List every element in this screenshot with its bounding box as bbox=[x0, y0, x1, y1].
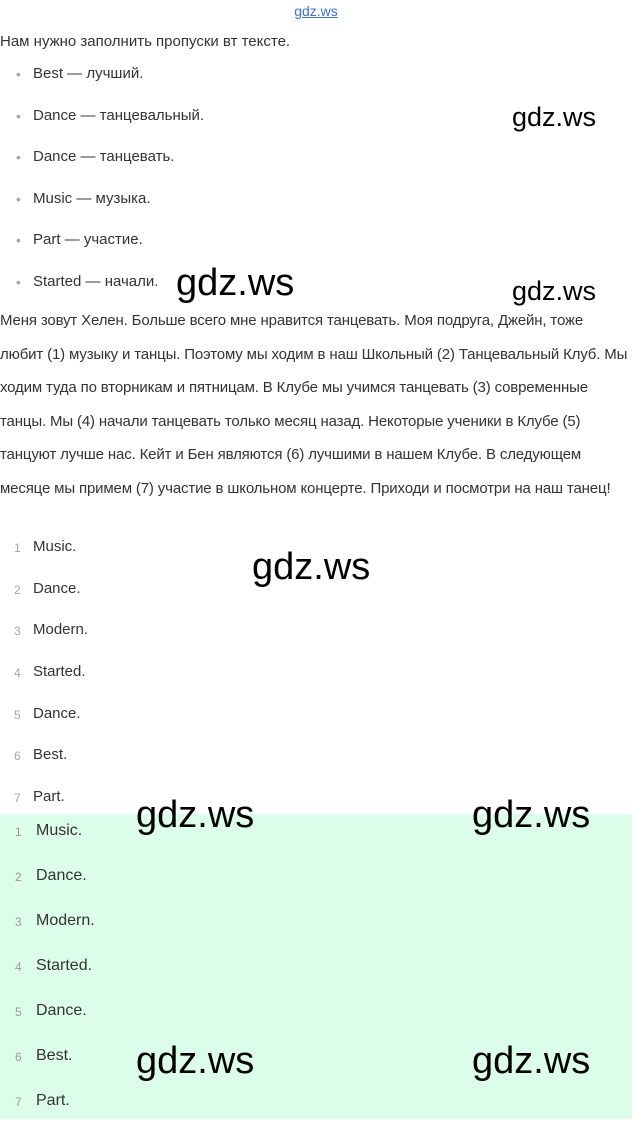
list-item bbox=[0, 866, 95, 911]
item-number: 6 bbox=[14, 749, 21, 764]
bullet-icon: • bbox=[16, 107, 21, 124]
watermark: gdz.ws bbox=[176, 262, 295, 304]
list-item bbox=[0, 662, 88, 704]
list-item bbox=[0, 1001, 95, 1046]
story-paragraph: Меня зовут Хелен. Больше всего мне нравится танцевать. Моя подруга, Джейн, тоже любит (1) музыку и танцы. Поэтому мы ходим в наш Школьный (2) Танцевальный Клуб. Мы ходим туда по вторникам и пятницам. В Клубе мы учимся танцевать (3) современные танцы. Мы (4) начали танцевать только месяц назад. Некоторые ученики в Клубе (5) танцуют лучше нас. Кейт и Бен являются (6) лучшими в нашем Клубе. В следующем месяце мы примем (7) участие в школьном концерте. Приходи и посмотри на наш танец! bbox=[0, 312, 628, 497]
list-item-text: Started. bbox=[36, 957, 93, 974]
item-number: 1 bbox=[15, 825, 22, 839]
item-number: 4 bbox=[14, 666, 21, 681]
item-number: 7 bbox=[14, 791, 21, 806]
bullet-icon: • bbox=[16, 66, 21, 82]
list-item-text: Music. bbox=[33, 538, 77, 555]
list-item bbox=[0, 821, 95, 866]
list-item-text: Music — музыка. bbox=[33, 189, 151, 207]
list-item bbox=[0, 537, 88, 579]
bullet-icon: • bbox=[16, 273, 21, 290]
list-item-text: Part — участие. bbox=[33, 231, 143, 249]
item-number: 5 bbox=[14, 707, 21, 722]
list-item bbox=[0, 1091, 95, 1136]
item-number: 2 bbox=[14, 582, 21, 597]
list-item bbox=[0, 64, 204, 106]
list-item-text: Started — начали. bbox=[33, 272, 159, 290]
list-item-text: Music. bbox=[36, 822, 83, 839]
list-item-text: Dance. bbox=[33, 579, 81, 597]
item-number: 4 bbox=[15, 960, 22, 974]
list-item-text: Best — лучший. bbox=[33, 65, 144, 82]
list-item-text: Dance. bbox=[36, 867, 87, 884]
bullet-icon: • bbox=[16, 232, 21, 249]
list-item-text: Dance. bbox=[33, 704, 81, 722]
watermark: gdz.ws bbox=[512, 102, 597, 132]
item-number: 2 bbox=[15, 870, 22, 884]
watermark: gdz.ws bbox=[252, 546, 371, 588]
answers-list bbox=[0, 537, 88, 829]
vocabulary-list bbox=[0, 64, 204, 314]
list-item-text: Best. bbox=[36, 1047, 73, 1064]
list-item bbox=[0, 956, 95, 1001]
list-item bbox=[0, 147, 204, 189]
item-number: 7 bbox=[15, 1095, 22, 1109]
list-item bbox=[0, 230, 204, 272]
list-item-text: Modern. bbox=[36, 912, 95, 929]
list-item-text: Dance. bbox=[36, 1002, 87, 1019]
list-item bbox=[0, 911, 95, 956]
item-number: 5 bbox=[15, 1005, 22, 1019]
list-item-text: Dance — танцевать. bbox=[33, 148, 175, 166]
bullet-icon: • bbox=[16, 149, 21, 166]
list-item bbox=[0, 1046, 95, 1091]
list-item-text: Best. bbox=[33, 746, 68, 764]
list-item-text: Part. bbox=[36, 1092, 70, 1109]
item-number: 1 bbox=[14, 541, 21, 555]
list-item bbox=[0, 704, 88, 746]
bullet-icon: • bbox=[16, 190, 21, 207]
watermark: gdz.ws bbox=[136, 1040, 255, 1082]
list-item bbox=[0, 189, 204, 231]
list-item-text: Started. bbox=[33, 663, 86, 681]
item-number: 3 bbox=[14, 624, 21, 639]
watermark: gdz.ws bbox=[472, 794, 591, 836]
highlighted-answers-list bbox=[0, 821, 95, 1136]
watermark: gdz.ws bbox=[472, 1040, 591, 1082]
task-intro: Нам нужно заполнить пропуски вт тексте. bbox=[0, 33, 291, 50]
list-item bbox=[0, 620, 88, 662]
list-item-text: Part. bbox=[33, 788, 65, 806]
watermark: gdz.ws bbox=[136, 794, 255, 836]
item-number: 3 bbox=[15, 915, 22, 929]
list-item bbox=[0, 745, 88, 787]
list-item bbox=[0, 106, 204, 148]
list-item-text: Modern. bbox=[33, 621, 89, 639]
item-number: 6 bbox=[15, 1050, 22, 1064]
list-item-text: Dance — танцевальный. bbox=[33, 106, 205, 124]
site-link[interactable]: gdz.ws bbox=[294, 3, 338, 19]
list-item bbox=[0, 579, 88, 621]
watermark: gdz.ws bbox=[512, 276, 597, 306]
